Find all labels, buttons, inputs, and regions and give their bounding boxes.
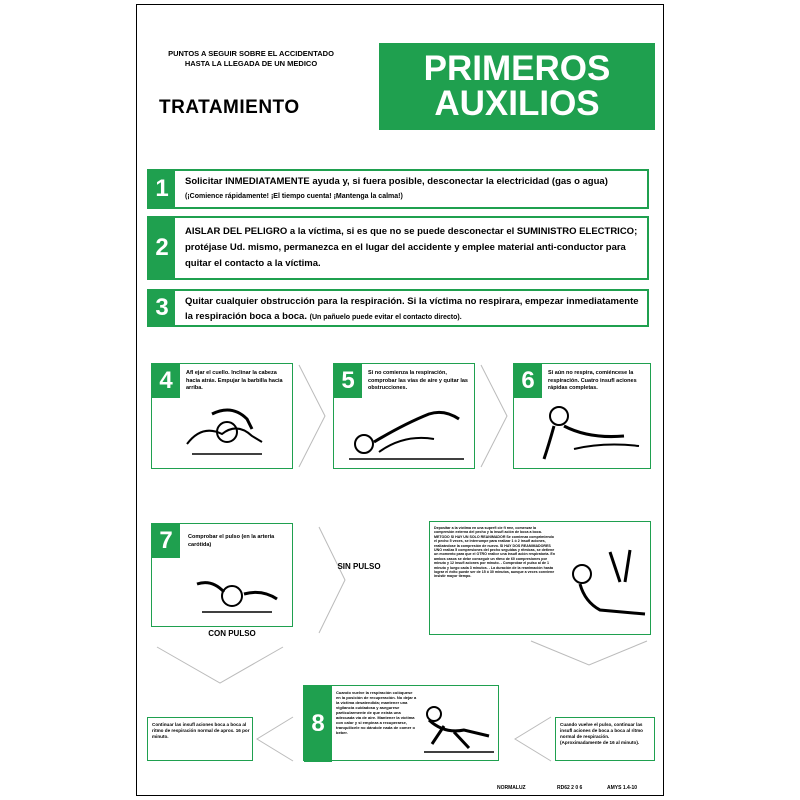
card-4 [151, 363, 293, 469]
step-number: 3 [149, 291, 175, 325]
card-5-text: Si no comienza la respiración, comprobar las vías de aire y quitar las obstrucciones. [368, 370, 468, 391]
card-number: 5 [334, 364, 362, 398]
arrow-right-icon [317, 525, 347, 635]
arrow-down-icon [155, 645, 285, 685]
pulse-check-illustration [152, 524, 294, 628]
left-note [147, 717, 253, 761]
card-5 [333, 363, 475, 469]
card-7 [151, 523, 293, 627]
step-number: 2 [149, 218, 175, 278]
step-text [185, 175, 647, 204]
step-3 [147, 289, 649, 327]
card-6 [513, 363, 651, 469]
title-banner [379, 43, 655, 130]
cpr-text: Depositar a la víctima en una superfi cie fi rme, comenzar la compresión externa del pecho y la insufl ación de boca a boca. METODO SI HAY UN SOLO REANIMADOR Se comienza comprimiendo el pecho 5 veces, se interrumpe para realizar 1 ó 2 insufl aciones, realizándose la compresión de nuevo. SI HAY DOS REANIMADORES UNO realiza 5 compresiones del pecho seguidas y rítmicas, se detiene un momento para que el OTRO realice una insufl ación respiratoria. En ambos casos se debe conseguir un ritmo de 60 compresiones por minuto y 12 insufl aciones por minuto. - Comprobar el pulso al de 1 minuto y luego cada 3 minutos. - La duración de la reanimación hasta lograr el éxito puede ser de 15 ó 30 minutos, aunque a veces conviene insistir mayor tiempo. [434, 526, 556, 579]
header-note-line2: HASTA LA LLEGADA DE UN MEDICO [184, 59, 318, 68]
right-note [555, 717, 655, 761]
subtitle: TRATAMIENTO [159, 97, 300, 118]
arrow-left-icon [513, 715, 553, 763]
con-pulso-label: CON PULSO [208, 629, 256, 638]
card-number: 4 [152, 364, 180, 398]
step-2-text: AISLAR DEL PELIGRO a la víctima, si es que no se puede desconectar el SUMINISTRO ELECTRICO; protéjase Ud. mismo, permanezca en el lugar del accidente y emplee material anti-conductor para quitar el contacto a la víctima. [185, 226, 638, 269]
card-number: 6 [514, 364, 542, 398]
header-note [151, 49, 351, 69]
footer-ref: AMYS 1.4-10 [607, 785, 638, 791]
card-8-text: Cuando vuelve la respiración colóquese en la posición de recuperación. No dejar a la víctima desatendida; mantener una vigilancia cuidadosa y asegurese particularmente de que exista una adecuada vía de aire. Mantener la víctima con calor y si empieza a recuperarse, tranquilícele no dándole nada de comer o beber. [336, 690, 417, 735]
step-2 [147, 216, 649, 280]
rescue-breath-illustration [514, 364, 652, 470]
step-3-text: Quitar cualquier obstrucción para la respiración. Si la víctima no respirara, empezar inmediatamente la respiración boca a boca. [185, 296, 639, 322]
arrow-left-icon [255, 715, 295, 763]
card-6-text: Si aún no respira, comiéncese la respiración. Cuatro insufl aciones rápidas completas. [548, 370, 637, 391]
card-4-text: Afl ejar el cuello. Inclinar la cabeza hacia atrás. Empujar la barbilla hacia arriba. [186, 370, 283, 391]
airway-check-illustration [334, 364, 476, 470]
cpr-box [429, 521, 651, 635]
sin-pulso-label: SIN PULSO [337, 562, 381, 571]
right-note-text: Cuando vuelve el pulso, continuar las insufl aciones de boca a boca al ritmo normal de respiración. (Aproximadamente de 16 al minuto). [560, 722, 643, 745]
header-note-line1: PUNTOS A SEGUIR SOBRE EL ACCIDENTADO [168, 49, 334, 58]
footer-brand: NORMALUZ [497, 785, 526, 791]
title-line2: AUXILIOS [434, 84, 600, 123]
footer-code: RD62 2 0 6 [557, 785, 583, 791]
left-note-text: Continuar las insufl aciones boca a boca al ritmo de respiración normal de aprox. 16 por minuto. [152, 722, 250, 739]
step-1-note: (¡Comience rápidamente! ¡El tiempo cuenta! ¡Mantenga la calma!) [185, 193, 403, 200]
title-line1: PRIMEROS [423, 49, 611, 88]
card-number: 7 [152, 524, 180, 558]
step-text [185, 294, 647, 325]
step-3-note: (Un pañuelo puede evitar el contacto directo). [309, 314, 462, 321]
cpr-illustration [430, 522, 652, 636]
arrow-right-icon [479, 363, 509, 469]
card-8 [303, 685, 499, 761]
step-1 [147, 169, 649, 209]
step-1-text: Solicitar INMEDIATAMENTE ayuda y, si fuera posible, desconectar la electricidad (gas o agua) [185, 176, 608, 187]
poster [136, 4, 664, 796]
recovery-position-illustration [304, 686, 500, 762]
card-number: 8 [304, 686, 332, 762]
arrow-right-icon [297, 363, 327, 469]
card-7-text: Comprobar el pulso (en la arteria carótida) [188, 534, 275, 548]
step-number: 1 [149, 171, 175, 207]
head-tilt-illustration [152, 364, 294, 470]
arrow-down-icon [529, 639, 649, 667]
